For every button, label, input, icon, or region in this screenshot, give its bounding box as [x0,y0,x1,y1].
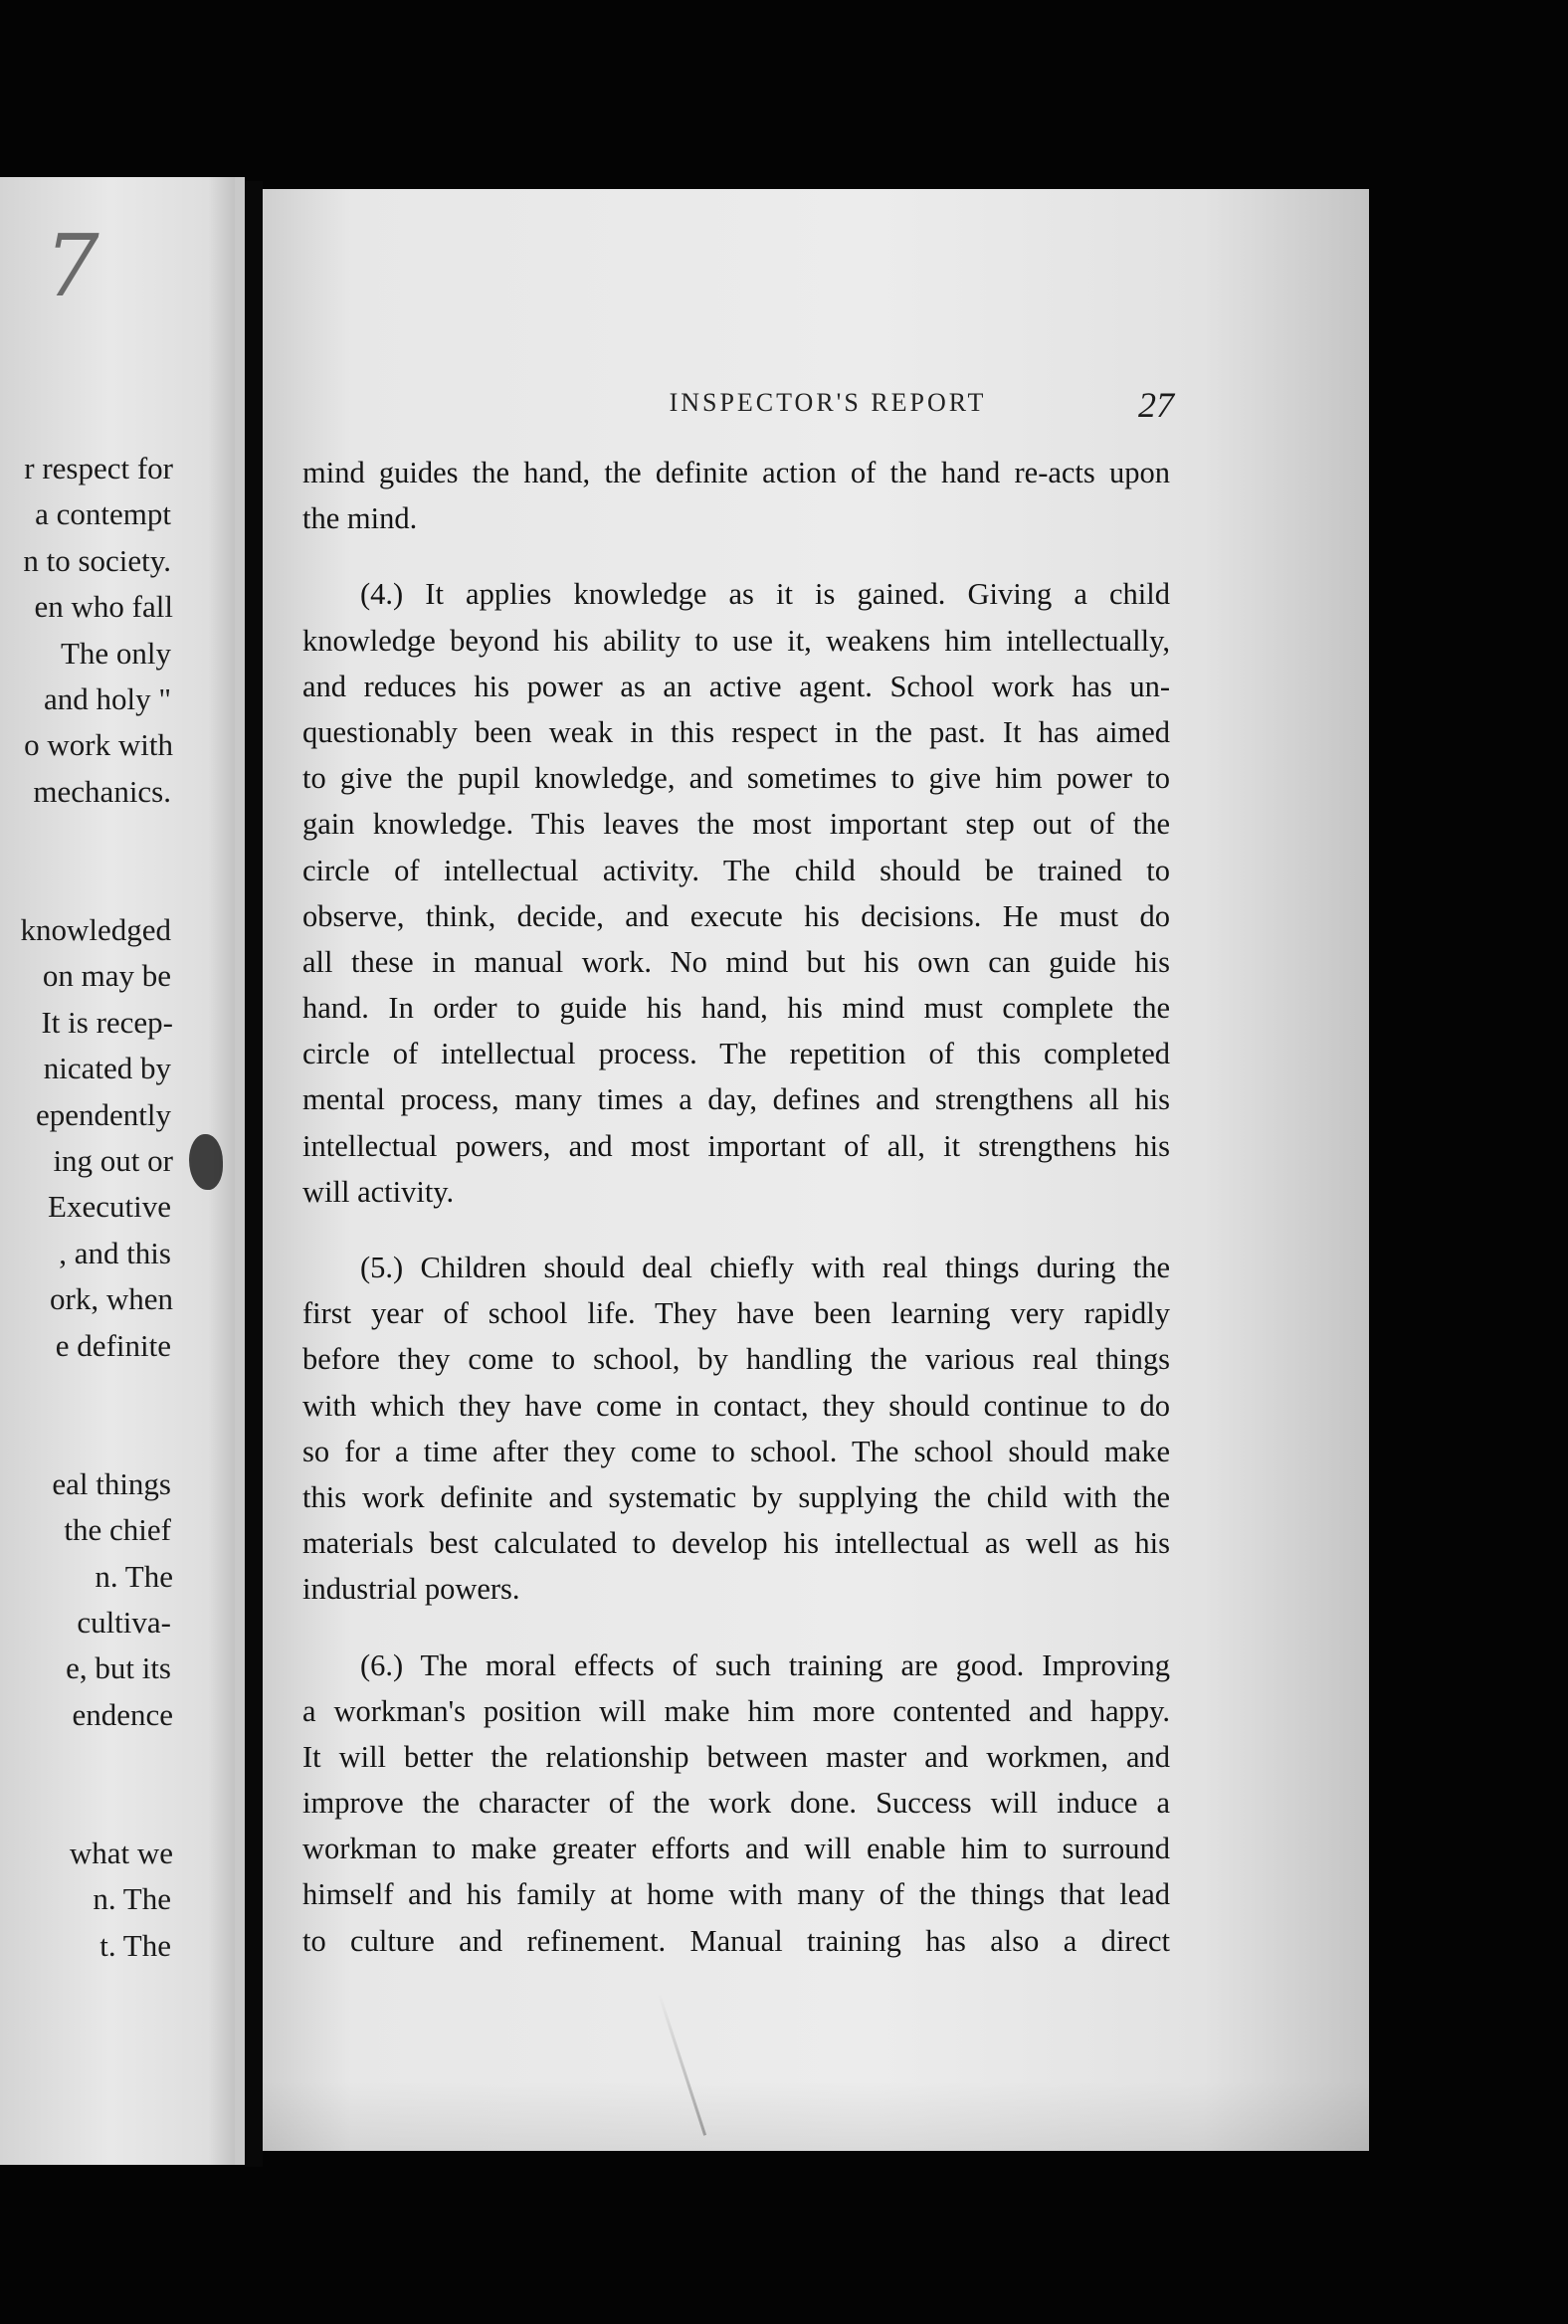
text-line: improve the character of the work done. Success will induce a [302,1786,1170,1821]
text-line: to culture and refinement. Manual training has also a direct [302,1923,1170,1958]
left-page-line: cultiva- [77,1605,171,1640]
text-line: hand. In order to guide his hand, his mind must complete the [302,991,1170,1026]
text-line: before they come to school, by handling the various real things [302,1342,1170,1377]
text-line: intellectual powers, and most important of all, it strengthens his [302,1128,1170,1163]
text-line: workman to make greater efforts and will enable him to surround [302,1832,1170,1866]
body-text [302,450,1170,1964]
left-page-line: knowledged [20,912,171,947]
left-page-line: n. The [93,1881,171,1917]
paragraph-gap [302,541,1170,571]
text-line: to give the pupil knowledge, and sometimes to give him power to [302,761,1170,796]
text-line: and reduces his power as an active agent. School work has un- [302,669,1170,703]
text-line: will activity. [302,1174,455,1209]
paragraph [302,1245,1170,1613]
text-line: all these in manual work. No mind but his own can guide his [302,944,1170,979]
text-line: the mind. [302,501,418,536]
text-line: observe, think, decide, and execute his decisions. He must do [302,898,1170,933]
text-line: (4.) It applies knowledge as it is gained. Giving a child [360,577,1170,612]
text-line: first year of school life. They have been learning very rapidly [302,1296,1170,1331]
text-line: so for a time after they come to school. The school should make [302,1434,1170,1468]
text-line: questionably been weak in this respect in the past. It has aimed [302,714,1170,749]
text-line: with which they have come in contact, they should continue to do [302,1388,1170,1423]
left-page-line: ependently [35,1096,171,1132]
left-page-line: The only [60,635,171,671]
left-page-line: what we [69,1836,173,1870]
pencil-margin-mark: 7 [45,217,99,316]
text-line: It will better the relationship between master and workmen, and [302,1739,1170,1774]
left-page-line: o work with [24,727,173,763]
text-line: mind guides the hand, the definite action of the hand re-acts upon [302,456,1170,489]
left-page-line: t. The [99,1927,171,1963]
text-line: this work definite and systematic by supplying the child with the [302,1479,1170,1514]
left-page-line: , and this [59,1235,171,1270]
left-page-line: endence [72,1696,173,1732]
paragraph-gap [302,1613,1170,1643]
left-page-line: ing out or [53,1143,173,1178]
left-page-line: Executive [48,1189,171,1225]
left-page-line: e definite [55,1327,171,1363]
left-page-line: mechanics. [33,773,171,809]
left-page-line: It is recep- [41,1004,173,1040]
paragraph [302,450,1170,541]
text-line: a workman's position will make him more contented and happy. [302,1693,1170,1728]
left-page-line: n. The [95,1558,173,1594]
left-page-line: and holy " [43,681,171,716]
left-page-line: en who fall [34,589,173,625]
left-page-line: nicated by [43,1051,171,1086]
left-page-line: a contempt [35,496,171,532]
text-line: industrial powers. [302,1572,520,1607]
paragraph [302,1643,1170,1964]
left-page-line: the chief [64,1512,171,1548]
left-page-line: eal things [52,1465,171,1501]
text-line: mental process, many times a day, defines and strengthens all his [302,1082,1170,1117]
text-line: circle of intellectual process. The repetition of this completed [302,1037,1170,1071]
text-line: knowledge beyond his ability to use it, weakens him intellectually, [302,623,1170,658]
text-line: materials best calculated to develop his intellectual as well as his [302,1526,1170,1561]
text-line: circle of intellectual activity. The child should be trained to [302,853,1170,887]
text-line: himself and his family at home with many of the things that lead [302,1877,1170,1912]
running-head: INSPECTOR'S REPORT [669,388,987,417]
text-line: gain knowledge. This leaves the most important step out of the [302,807,1170,842]
text-line: (6.) The moral effects of such training are good. Improving [360,1647,1170,1682]
paragraph-gap [302,1215,1170,1245]
text-line: (5.) Children should deal chiefly with real things during the [360,1251,1170,1284]
left-page-line: ork, when [50,1281,173,1317]
page-shadow [263,2081,1369,2151]
book-gutter [245,181,263,2167]
left-page-line: n to society. [23,542,171,578]
right-page [263,189,1369,2151]
left-page-line: r respect for [24,451,173,485]
ink-blot [189,1134,223,1190]
page-number: 27 [1138,385,1174,425]
left-page-line: on may be [42,958,171,994]
paragraph [302,571,1170,1215]
left-page-line: e, but its [66,1650,171,1686]
page-edge [235,177,245,2165]
